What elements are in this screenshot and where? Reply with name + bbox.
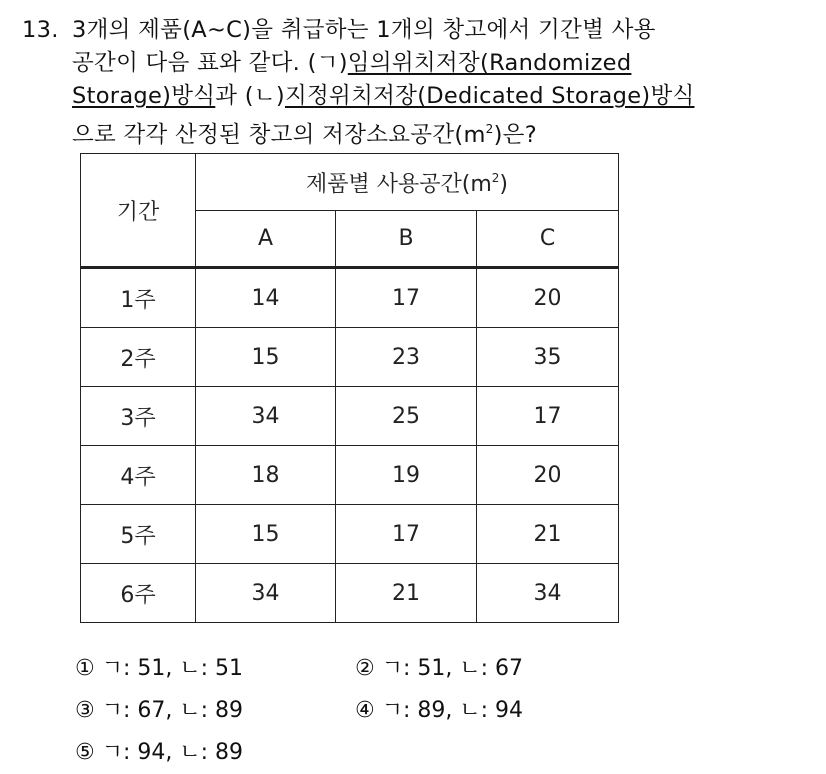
column-header-c: C xyxy=(477,211,619,268)
period-cell: 2주 xyxy=(81,328,196,387)
question-line-4 xyxy=(22,113,802,152)
column-header-a: A xyxy=(196,211,336,268)
table-row xyxy=(81,505,619,564)
value-cell: 25 xyxy=(336,387,477,446)
value-cell: 20 xyxy=(477,446,619,505)
table-row xyxy=(81,268,619,328)
underlined-random-storage: 임의위치저장(Randomized xyxy=(347,50,632,76)
value-cell: 17 xyxy=(336,505,477,564)
question-line-3 xyxy=(22,80,802,113)
question-line-1-text: 3개의 제품(A~C)을 취급하는 1개의 창고에서 기간별 사용 xyxy=(72,17,656,43)
question-text xyxy=(22,14,802,152)
question-line-4-text: 으로 각각 산정된 창고의 저장소요공간(m xyxy=(72,122,486,148)
choice-2[interactable]: ② ㄱ: 51, ㄴ: 67 xyxy=(355,656,524,681)
value-cell: 14 xyxy=(196,268,336,328)
value-cell: 19 xyxy=(336,446,477,505)
group-header-sup: 2 xyxy=(491,170,500,185)
value-cell: 21 xyxy=(477,505,619,564)
underlined-dedicated-storage: 지정위치저장(Dedicated Storage)방식 xyxy=(284,83,695,109)
period-header: 기간 xyxy=(81,154,196,268)
value-cell: 34 xyxy=(196,387,336,446)
question-line-3-text: 과 (ㄴ) xyxy=(215,83,285,109)
group-header xyxy=(196,154,619,211)
column-header-b: B xyxy=(336,211,477,268)
question-line-2 xyxy=(22,47,802,80)
period-cell: 5주 xyxy=(81,505,196,564)
group-header-end: ) xyxy=(499,171,508,197)
value-cell: 15 xyxy=(196,505,336,564)
value-cell: 15 xyxy=(196,328,336,387)
choice-3[interactable]: ③ ㄱ: 67, ㄴ: 89 xyxy=(75,698,244,723)
value-cell: 18 xyxy=(196,446,336,505)
value-cell: 34 xyxy=(477,564,619,623)
value-cell: 35 xyxy=(477,328,619,387)
question-number: 13. xyxy=(22,17,59,43)
period-cell: 3주 xyxy=(81,387,196,446)
period-cell: 4주 xyxy=(81,446,196,505)
table-row xyxy=(81,564,619,623)
table-row xyxy=(81,446,619,505)
underlined-random-storage-cont: Storage)방식 xyxy=(72,83,216,109)
question-line-1 xyxy=(22,14,802,47)
usage-table xyxy=(80,153,619,623)
choice-4[interactable]: ④ ㄱ: 89, ㄴ: 94 xyxy=(355,698,524,723)
table-row xyxy=(81,387,619,446)
group-header-text: 제품별 사용공간(m xyxy=(305,171,492,197)
value-cell: 17 xyxy=(336,268,477,328)
value-cell: 20 xyxy=(477,268,619,328)
value-cell: 17 xyxy=(477,387,619,446)
value-cell: 34 xyxy=(196,564,336,623)
value-cell: 21 xyxy=(336,564,477,623)
period-cell: 1주 xyxy=(81,268,196,328)
choice-5[interactable]: ⑤ ㄱ: 94, ㄴ: 89 xyxy=(75,740,244,765)
period-cell: 6주 xyxy=(81,564,196,623)
table-row xyxy=(81,328,619,387)
value-cell: 23 xyxy=(336,328,477,387)
question-line-4-end: )은? xyxy=(493,122,537,148)
choice-1[interactable]: ① ㄱ: 51, ㄴ: 51 xyxy=(75,656,244,681)
superscript-2: 2 xyxy=(485,122,494,136)
question-line-2-text: 공간이 다음 표와 같다. (ㄱ) xyxy=(72,50,348,76)
